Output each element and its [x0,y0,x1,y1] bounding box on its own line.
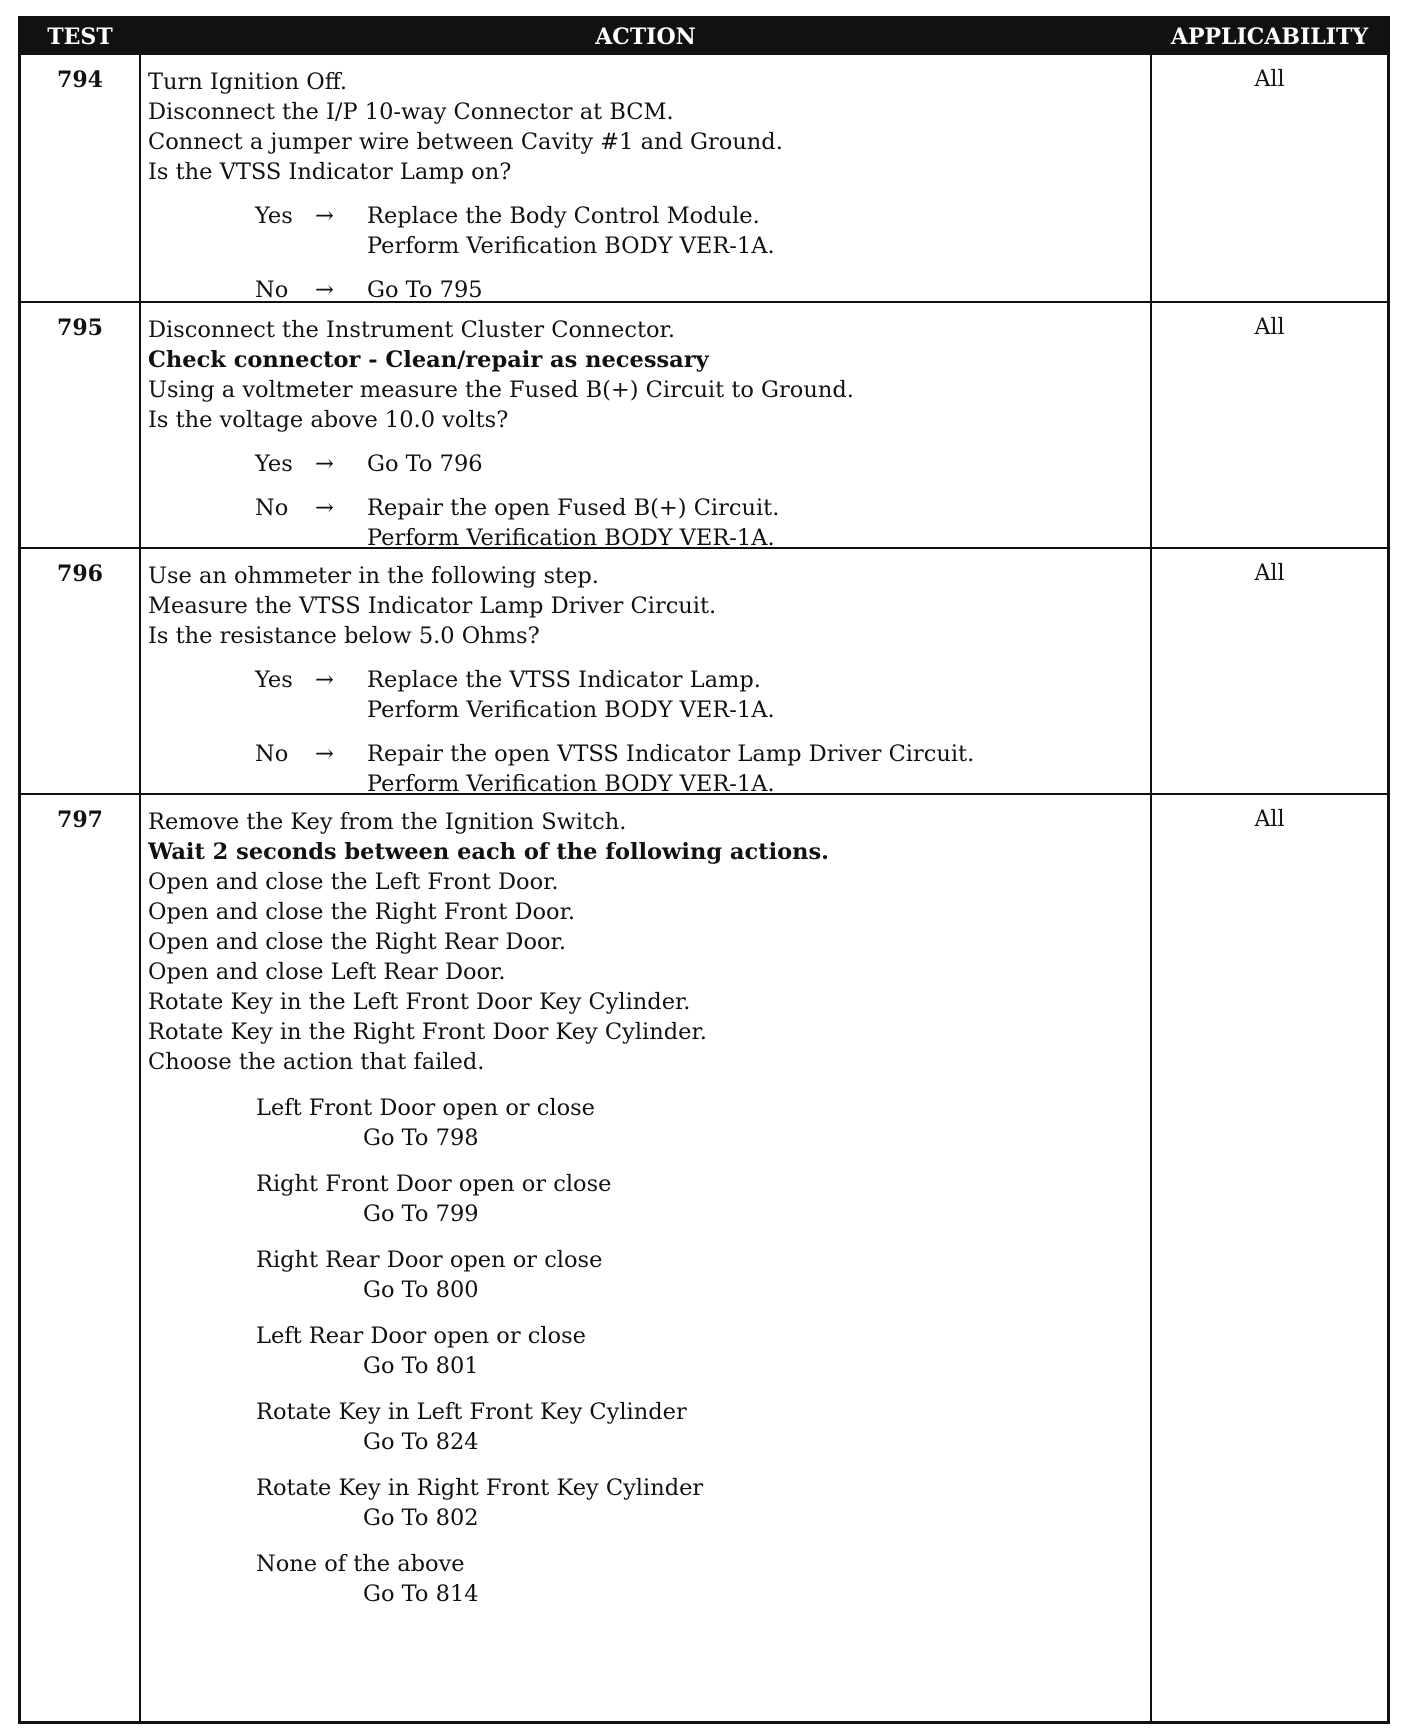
test-number: 794 [57,67,103,93]
choice-item [256,1169,1148,1229]
test-number: 796 [57,561,103,587]
no-label: No [255,277,289,303]
choice-label: None of the above [256,1551,465,1577]
yes-label: Yes [255,203,293,229]
yes-branch [255,201,1148,261]
applicability: All [1254,561,1285,586]
arrow-icon: → [315,277,334,303]
action-line: Choose the action that failed. [148,1049,485,1075]
branch-result: Replace the VTSS Indicator Lamp. [367,667,761,693]
choice-label: Right Rear Door open or close [256,1247,603,1273]
branch-result: Perform Verification BODY VER-1A. [367,525,775,551]
no-label: No [255,741,289,767]
diagnostic-table [18,16,1390,1724]
arrow-icon: → [315,451,334,477]
choice-goto: Go To 814 [363,1581,479,1607]
branch-result: Perform Verification BODY VER-1A. [367,697,775,723]
choice-goto: Go To 824 [363,1429,479,1455]
action-line: Rotate Key in the Right Front Door Key Cylinder. [148,1019,707,1045]
choice-item [256,1397,1148,1457]
action-line-bold: Wait 2 seconds between each of the following actions. [148,839,829,865]
action-line: Open and close Left Rear Door. [148,959,506,985]
action-line: Use an ohmmeter in the following step. [148,563,599,589]
applicability: All [1254,807,1285,832]
choice-label: Left Rear Door open or close [256,1323,586,1349]
choice-goto: Go To 800 [363,1277,479,1303]
no-label: No [255,495,289,521]
yes-label: Yes [255,667,293,693]
choice-item [256,1093,1148,1153]
action-line-bold: Check connector - Clean/repair as necessary [148,347,709,373]
arrow-icon: → [315,495,334,521]
branch-result: Repair the open Fused B(+) Circuit. [367,495,780,521]
action-line: Open and close the Right Front Door. [148,899,576,925]
action-line: Turn Ignition Off. [148,69,348,95]
action-line: Disconnect the Instrument Cluster Connector. [148,317,675,343]
branch-result: Perform Verification BODY VER-1A. [367,233,775,259]
applicability: All [1254,315,1285,340]
branch-result: Go To 795 [367,277,483,303]
action-line: Disconnect the I/P 10-way Connector at BCM. [148,99,674,125]
test-number: 795 [57,315,103,341]
branch-result: Perform Verification BODY VER-1A. [367,771,775,797]
branch-result: Repair the open VTSS Indicator Lamp Driver Circuit. [367,741,975,767]
header-action: ACTION [595,24,696,50]
no-branch [255,739,1148,799]
action-cell [148,67,1148,305]
action-line: Using a voltmeter measure the Fused B(+) Circuit to Ground. [148,377,854,403]
action-cell [148,315,1148,553]
choice-item [256,1321,1148,1381]
choice-item [256,1245,1148,1305]
choice-label: Rotate Key in Left Front Key Cylinder [256,1399,687,1425]
arrow-icon: → [315,667,334,693]
header-applicability: APPLICABILITY [1170,24,1369,50]
applicability: All [1254,67,1285,92]
no-branch [255,493,1148,553]
choice-item [256,1549,1148,1609]
action-line: Is the voltage above 10.0 volts? [148,407,509,433]
table-header [21,19,1387,55]
action-cell [148,561,1148,799]
choice-goto: Go To 799 [363,1201,479,1227]
table-row [21,301,1387,551]
branch-result: Go To 796 [367,451,483,477]
table-row [21,55,1387,301]
choice-label: Left Front Door open or close [256,1095,595,1121]
choice-item [256,1473,1148,1533]
action-line: Rotate Key in the Left Front Door Key Cylinder. [148,989,691,1015]
action-line: Open and close the Left Front Door. [148,869,559,895]
header-test: TEST [47,24,113,50]
arrow-icon: → [315,741,334,767]
table-row [21,547,1387,797]
choice-label: Rotate Key in Right Front Key Cylinder [256,1475,704,1501]
action-line: Measure the VTSS Indicator Lamp Driver Circuit. [148,593,717,619]
choice-goto: Go To 798 [363,1125,479,1151]
action-line: Is the resistance below 5.0 Ohms? [148,623,540,649]
branch-result: Replace the Body Control Module. [367,203,760,229]
test-number: 797 [57,807,103,833]
choice-goto: Go To 801 [363,1353,479,1379]
choice-goto: Go To 802 [363,1505,479,1531]
yes-label: Yes [255,451,293,477]
choice-label: Right Front Door open or close [256,1171,612,1197]
action-line: Connect a jumper wire between Cavity #1 and Ground. [148,129,783,155]
action-line: Remove the Key from the Ignition Switch. [148,809,627,835]
arrow-icon: → [315,203,334,229]
table-row [21,793,1387,1721]
action-line: Is the VTSS Indicator Lamp on? [148,159,512,185]
yes-branch [255,665,1148,725]
action-cell [148,807,1148,1609]
action-line: Open and close the Right Rear Door. [148,929,566,955]
yes-branch [255,449,1148,479]
